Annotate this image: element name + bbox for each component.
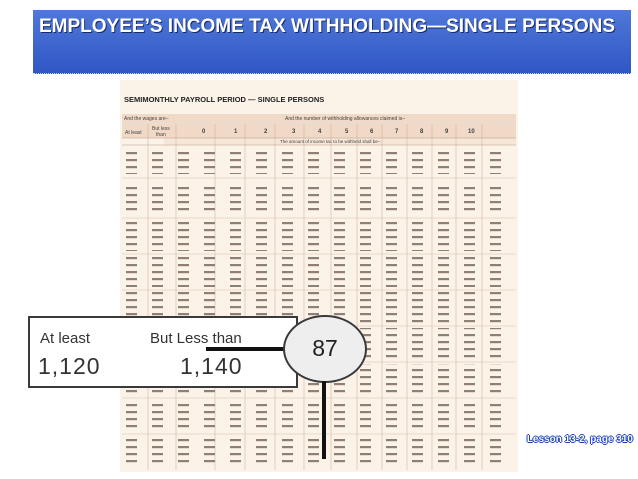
tax-amount-bubble — [283, 315, 367, 383]
at-least-label: At least — [40, 330, 91, 347]
svg-text:4: 4 — [318, 129, 322, 135]
svg-text:9: 9 — [445, 129, 449, 135]
withholding-table-image — [120, 80, 518, 472]
slide-title: EMPLOYEE’S INCOME TAX WITHHOLDING—SINGLE PERSONS — [39, 16, 616, 37]
svg-text:0: 0 — [202, 129, 206, 135]
title-bar — [33, 10, 631, 74]
tax-amount-value: 87 — [312, 335, 338, 361]
svg-text:1: 1 — [234, 129, 238, 135]
table-graphic — [120, 80, 518, 472]
svg-text:3: 3 — [292, 129, 296, 135]
svg-text:10: 10 — [468, 129, 475, 135]
svg-text:than: than — [156, 132, 166, 138]
wage-bracket-callout — [28, 316, 298, 388]
row-pointer-line — [206, 347, 286, 351]
svg-text:At least: At least — [125, 130, 142, 136]
lesson-reference: Lesson 13-2, page 310 — [526, 434, 633, 445]
but-less-than-label: But Less than — [150, 330, 242, 347]
svg-text:5: 5 — [345, 129, 349, 135]
svg-text:7: 7 — [395, 129, 399, 135]
svg-text:8: 8 — [420, 129, 424, 135]
svg-text:And the wages are–: And the wages are– — [124, 116, 169, 122]
svg-text:But less: But less — [152, 126, 170, 132]
svg-text:6: 6 — [370, 129, 374, 135]
column-pointer-line — [322, 381, 326, 459]
at-least-value: 1,120 — [38, 353, 101, 379]
table-heading: SEMIMONTHLY PAYROLL PERIOD — SINGLE PERSONS — [124, 95, 325, 104]
but-less-than-value: 1,140 — [180, 353, 243, 379]
svg-text:And the number of withholding: And the number of withholding allowances claimed is– — [285, 116, 406, 122]
svg-text:The amount of income tax to be: The amount of income tax to be withheld shall be– — [280, 139, 381, 144]
svg-text:2: 2 — [264, 129, 268, 135]
